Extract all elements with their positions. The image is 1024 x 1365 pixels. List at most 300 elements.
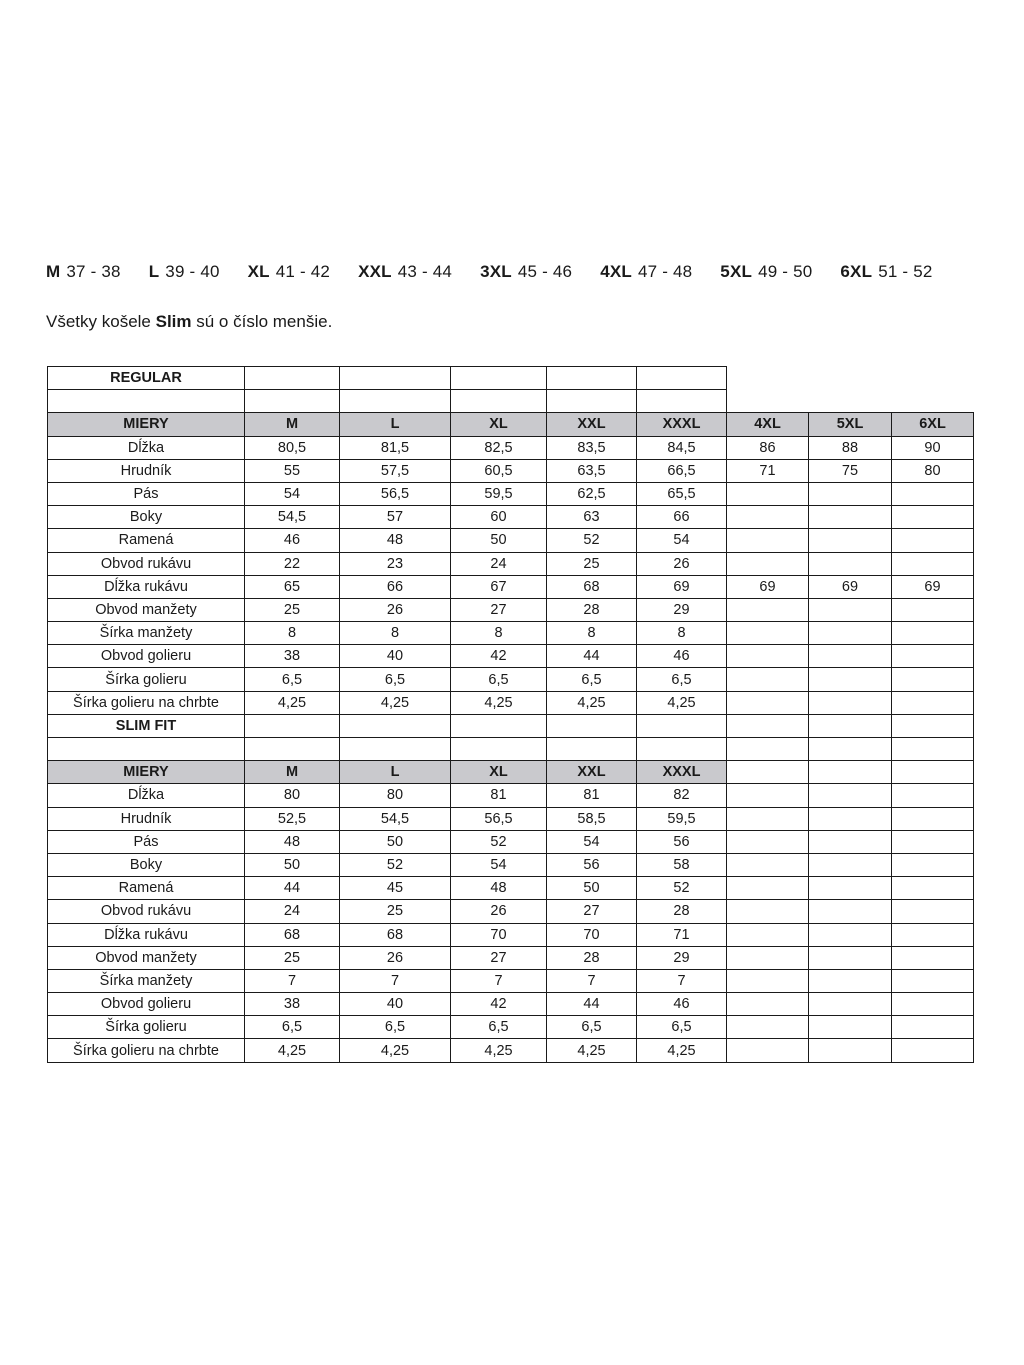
row-label: Obvod golieru xyxy=(48,645,245,668)
note-text-after: sú o číslo menšie. xyxy=(191,312,333,331)
table-cell: 26 xyxy=(637,552,727,575)
table-cell: M xyxy=(245,413,340,436)
table-cell xyxy=(809,367,892,390)
empty-row xyxy=(48,390,974,413)
row-label: REGULAR xyxy=(48,367,245,390)
table-cell: 56,5 xyxy=(451,807,547,830)
table-cell xyxy=(809,1039,892,1062)
table-cell: 81 xyxy=(451,784,547,807)
table-cell xyxy=(892,552,974,575)
table-row xyxy=(48,506,974,529)
table-cell: 26 xyxy=(340,598,451,621)
row-label: Boky xyxy=(48,853,245,876)
table-cell: 60 xyxy=(451,506,547,529)
size-code: 3XL xyxy=(480,262,512,281)
table-row xyxy=(48,993,974,1016)
table-cell: 29 xyxy=(637,598,727,621)
table-cell: 54 xyxy=(547,830,637,853)
table-cell xyxy=(809,900,892,923)
table-row xyxy=(48,436,974,459)
table-cell: 86 xyxy=(727,436,809,459)
table-cell xyxy=(892,529,974,552)
table-row xyxy=(48,946,974,969)
table-cell: 8 xyxy=(451,622,547,645)
table-cell: 22 xyxy=(245,552,340,575)
size-item xyxy=(600,262,692,282)
table-cell: 63 xyxy=(547,506,637,529)
table-cell xyxy=(809,738,892,761)
table-cell: 58,5 xyxy=(547,807,637,830)
table-cell: 56 xyxy=(547,853,637,876)
table-cell: 75 xyxy=(809,459,892,482)
row-label: Pás xyxy=(48,830,245,853)
table-cell: 50 xyxy=(245,853,340,876)
table-cell: L xyxy=(340,413,451,436)
table-cell: 25 xyxy=(245,598,340,621)
table-cell xyxy=(892,622,974,645)
table-cell: XXXL xyxy=(637,761,727,784)
table-cell xyxy=(892,761,974,784)
empty-row xyxy=(48,738,974,761)
table-row xyxy=(48,807,974,830)
slim-note xyxy=(46,312,332,332)
collar-range: 43 - 44 xyxy=(397,262,453,281)
row-label: SLIM FIT xyxy=(48,714,245,737)
table-cell: 62,5 xyxy=(547,482,637,505)
row-label: Obvod rukávu xyxy=(48,552,245,575)
table-cell: 81 xyxy=(547,784,637,807)
table-cell xyxy=(547,738,637,761)
table-cell: 6,5 xyxy=(547,1016,637,1039)
table-cell: 55 xyxy=(245,459,340,482)
table-cell xyxy=(245,367,340,390)
table-cell: 6XL xyxy=(892,413,974,436)
table-cell xyxy=(892,668,974,691)
header-row xyxy=(48,413,974,436)
table-cell xyxy=(809,529,892,552)
table-cell xyxy=(809,807,892,830)
table-cell xyxy=(892,691,974,714)
table-cell xyxy=(637,390,727,413)
table-row xyxy=(48,784,974,807)
table-cell: 44 xyxy=(245,877,340,900)
size-code: 4XL xyxy=(600,262,632,281)
table-cell: 7 xyxy=(340,969,451,992)
table-cell: 4,25 xyxy=(547,1039,637,1062)
table-cell xyxy=(892,714,974,737)
table-row xyxy=(48,1016,974,1039)
table-cell xyxy=(451,367,547,390)
section-title-row xyxy=(48,367,974,390)
table-cell: 6,5 xyxy=(245,668,340,691)
size-code: L xyxy=(148,262,160,281)
table-cell xyxy=(727,622,809,645)
table-cell: 4XL xyxy=(727,413,809,436)
table-cell xyxy=(809,622,892,645)
table-cell xyxy=(727,807,809,830)
table-cell: 27 xyxy=(547,900,637,923)
table-cell: 40 xyxy=(340,993,451,1016)
table-cell: 4,25 xyxy=(245,1039,340,1062)
table-cell: 69 xyxy=(727,575,809,598)
table-cell: 28 xyxy=(547,598,637,621)
table-cell xyxy=(892,993,974,1016)
table-cell xyxy=(892,784,974,807)
table-row xyxy=(48,1039,974,1062)
table-cell xyxy=(727,1039,809,1062)
table-cell: XL xyxy=(451,761,547,784)
table-cell: 54,5 xyxy=(340,807,451,830)
table-cell: 59,5 xyxy=(451,482,547,505)
table-cell: 71 xyxy=(727,459,809,482)
table-cell xyxy=(451,714,547,737)
table-cell xyxy=(727,946,809,969)
table-cell xyxy=(245,714,340,737)
table-cell xyxy=(809,714,892,737)
table-cell: 70 xyxy=(451,923,547,946)
table-cell: 68 xyxy=(245,923,340,946)
table-cell xyxy=(340,738,451,761)
table-cell xyxy=(892,877,974,900)
table-cell: 46 xyxy=(245,529,340,552)
table-cell: 81,5 xyxy=(340,436,451,459)
table-cell xyxy=(892,1016,974,1039)
table-cell xyxy=(451,738,547,761)
table-cell xyxy=(727,993,809,1016)
table-cell: 7 xyxy=(547,969,637,992)
table-cell xyxy=(727,853,809,876)
table-cell xyxy=(892,853,974,876)
row-label: Dĺžka rukávu xyxy=(48,923,245,946)
table-cell xyxy=(547,367,637,390)
table-cell: 6,5 xyxy=(340,1016,451,1039)
size-code: 5XL xyxy=(720,262,753,281)
table-cell: 66 xyxy=(340,575,451,598)
row-label: Šírka golieru na chrbte xyxy=(48,1039,245,1062)
table-cell: 80,5 xyxy=(245,436,340,459)
table-cell: 27 xyxy=(451,946,547,969)
table-cell: XXL xyxy=(547,761,637,784)
table-cell xyxy=(727,969,809,992)
table-cell xyxy=(727,668,809,691)
table-cell xyxy=(809,877,892,900)
table-cell xyxy=(727,645,809,668)
table-cell: 4,25 xyxy=(451,691,547,714)
table-cell: 6,5 xyxy=(340,668,451,691)
table-cell xyxy=(727,923,809,946)
row-label: Hrudník xyxy=(48,807,245,830)
table-cell: 68 xyxy=(340,923,451,946)
table-row xyxy=(48,482,974,505)
row-label: Obvod rukávu xyxy=(48,900,245,923)
table-cell: 82,5 xyxy=(451,436,547,459)
table-cell: 38 xyxy=(245,993,340,1016)
collar-range: 39 - 40 xyxy=(165,262,220,281)
table-row xyxy=(48,923,974,946)
table-cell: 80 xyxy=(892,459,974,482)
table-cell xyxy=(892,807,974,830)
size-item xyxy=(840,262,932,282)
table-cell xyxy=(727,714,809,737)
row-label: Obvod golieru xyxy=(48,993,245,1016)
collar-range: 37 - 38 xyxy=(66,262,121,281)
table-cell xyxy=(809,691,892,714)
table-cell: 4,25 xyxy=(637,1039,727,1062)
header-row xyxy=(48,761,974,784)
table-cell: 6,5 xyxy=(547,668,637,691)
row-label: Ramená xyxy=(48,529,245,552)
table-cell: 4,25 xyxy=(451,1039,547,1062)
table-cell: 56 xyxy=(637,830,727,853)
table-row xyxy=(48,969,974,992)
table-cell xyxy=(637,714,727,737)
table-cell xyxy=(809,969,892,992)
row-label: Boky xyxy=(48,506,245,529)
table-cell: 54 xyxy=(451,853,547,876)
row-label: Šírka golieru xyxy=(48,668,245,691)
table-cell: 45 xyxy=(340,877,451,900)
table-row xyxy=(48,598,974,621)
table-cell: 63,5 xyxy=(547,459,637,482)
table-cell xyxy=(892,830,974,853)
row-label: Obvod manžety xyxy=(48,598,245,621)
table-cell xyxy=(892,969,974,992)
table-cell: 8 xyxy=(637,622,727,645)
table-cell xyxy=(547,714,637,737)
table-cell xyxy=(809,598,892,621)
row-label: Šírka manžety xyxy=(48,969,245,992)
table-cell: 60,5 xyxy=(451,459,547,482)
section-title-row xyxy=(48,714,974,737)
table-cell xyxy=(892,1039,974,1062)
size-chart-table xyxy=(47,366,974,1063)
table-cell xyxy=(547,390,637,413)
table-cell: 65 xyxy=(245,575,340,598)
table-cell: 56,5 xyxy=(340,482,451,505)
size-code: XL xyxy=(247,262,270,281)
table-cell xyxy=(727,529,809,552)
table-cell: 24 xyxy=(245,900,340,923)
table-row xyxy=(48,529,974,552)
table-cell: 52 xyxy=(340,853,451,876)
table-cell xyxy=(727,1016,809,1039)
table-cell xyxy=(727,830,809,853)
table-cell: 58 xyxy=(637,853,727,876)
table-cell: 80 xyxy=(245,784,340,807)
collar-range: 47 - 48 xyxy=(637,262,693,281)
table-cell: 88 xyxy=(809,436,892,459)
table-cell: 52,5 xyxy=(245,807,340,830)
table-cell xyxy=(727,761,809,784)
table-cell: 83,5 xyxy=(547,436,637,459)
table-cell xyxy=(809,506,892,529)
table-row xyxy=(48,877,974,900)
table-cell: 7 xyxy=(451,969,547,992)
row-label: Dĺžka rukávu xyxy=(48,575,245,598)
table-cell: 26 xyxy=(340,946,451,969)
table-cell xyxy=(809,993,892,1016)
table-cell: 8 xyxy=(245,622,340,645)
table-cell: 48 xyxy=(451,877,547,900)
row-label: MIERY xyxy=(48,761,245,784)
table-cell: 66 xyxy=(637,506,727,529)
table-row xyxy=(48,691,974,714)
table-cell xyxy=(892,946,974,969)
table-cell: 66,5 xyxy=(637,459,727,482)
table-cell: 52 xyxy=(451,830,547,853)
table-cell: 69 xyxy=(892,575,974,598)
collar-range: 45 - 46 xyxy=(517,262,573,281)
table-cell xyxy=(340,714,451,737)
table-cell: 54,5 xyxy=(245,506,340,529)
size-item xyxy=(358,262,452,282)
table-cell: 50 xyxy=(451,529,547,552)
table-row xyxy=(48,830,974,853)
size-code: XXL xyxy=(358,262,392,281)
table-cell xyxy=(892,598,974,621)
table-cell xyxy=(892,506,974,529)
table-cell xyxy=(892,900,974,923)
table-cell: L xyxy=(340,761,451,784)
note-text-before: Všetky košele xyxy=(46,312,156,331)
table-row xyxy=(48,668,974,691)
table-cell: 50 xyxy=(547,877,637,900)
table-cell xyxy=(245,738,340,761)
row-label xyxy=(48,738,245,761)
size-item xyxy=(720,262,812,282)
row-label: Ramená xyxy=(48,877,245,900)
table-row xyxy=(48,645,974,668)
table-cell xyxy=(809,645,892,668)
table-cell: 67 xyxy=(451,575,547,598)
table-cell: 4,25 xyxy=(245,691,340,714)
row-label xyxy=(48,390,245,413)
table-cell: 71 xyxy=(637,923,727,946)
row-label: Šírka manžety xyxy=(48,622,245,645)
table-row xyxy=(48,622,974,645)
size-item xyxy=(248,262,330,282)
table-cell: 57 xyxy=(340,506,451,529)
table-cell: 40 xyxy=(340,645,451,668)
table-cell xyxy=(809,552,892,575)
table-cell: 6,5 xyxy=(637,668,727,691)
table-cell xyxy=(727,877,809,900)
table-cell: 25 xyxy=(547,552,637,575)
table-cell xyxy=(809,668,892,691)
table-cell xyxy=(809,784,892,807)
table-cell xyxy=(809,946,892,969)
table-cell: 69 xyxy=(637,575,727,598)
table-cell: 4,25 xyxy=(637,691,727,714)
table-cell xyxy=(727,552,809,575)
collar-range: 49 - 50 xyxy=(758,262,813,281)
table-cell xyxy=(245,390,340,413)
table-cell xyxy=(637,367,727,390)
table-cell: 57,5 xyxy=(340,459,451,482)
row-label: Pás xyxy=(48,482,245,505)
table-cell: 65,5 xyxy=(637,482,727,505)
table-cell: 84,5 xyxy=(637,436,727,459)
table-cell xyxy=(727,691,809,714)
table-cell: 7 xyxy=(245,969,340,992)
table-cell: 26 xyxy=(451,900,547,923)
table-cell xyxy=(727,738,809,761)
table-cell: XXXL xyxy=(637,413,727,436)
table-cell xyxy=(892,390,974,413)
table-cell: 54 xyxy=(245,482,340,505)
row-label: Dĺžka xyxy=(48,436,245,459)
table-cell: 44 xyxy=(547,993,637,1016)
table-cell: 5XL xyxy=(809,413,892,436)
table-cell: 24 xyxy=(451,552,547,575)
table-cell: 4,25 xyxy=(340,691,451,714)
table-cell: 69 xyxy=(809,575,892,598)
table-cell: 42 xyxy=(451,645,547,668)
table-cell: XL xyxy=(451,413,547,436)
table-cell: 4,25 xyxy=(547,691,637,714)
table-cell: 28 xyxy=(547,946,637,969)
size-item xyxy=(149,262,220,282)
table-cell: 52 xyxy=(547,529,637,552)
size-item xyxy=(46,262,121,282)
table-cell xyxy=(340,367,451,390)
table-cell: 6,5 xyxy=(451,668,547,691)
table-cell: 6,5 xyxy=(637,1016,727,1039)
table-cell: 6,5 xyxy=(451,1016,547,1039)
row-label: Hrudník xyxy=(48,459,245,482)
row-label: MIERY xyxy=(48,413,245,436)
table-cell xyxy=(340,390,451,413)
table-cell: 46 xyxy=(637,993,727,1016)
table-cell xyxy=(892,923,974,946)
table-cell: 42 xyxy=(451,993,547,1016)
table-cell xyxy=(637,738,727,761)
table-cell: 90 xyxy=(892,436,974,459)
row-label: Dĺžka xyxy=(48,784,245,807)
table-cell: 50 xyxy=(340,830,451,853)
table-cell: 54 xyxy=(637,529,727,552)
table-cell xyxy=(809,830,892,853)
table-cell xyxy=(727,900,809,923)
table-cell: 25 xyxy=(340,900,451,923)
table-cell: 4,25 xyxy=(340,1039,451,1062)
table-cell: 48 xyxy=(245,830,340,853)
table-cell xyxy=(892,367,974,390)
table-cell xyxy=(809,1016,892,1039)
table-cell: 80 xyxy=(340,784,451,807)
size-code: 6XL xyxy=(840,262,873,281)
row-label: Šírka golieru na chrbte xyxy=(48,691,245,714)
table-cell xyxy=(809,390,892,413)
table-cell: 25 xyxy=(245,946,340,969)
row-label: Obvod manžety xyxy=(48,946,245,969)
table-cell: 68 xyxy=(547,575,637,598)
size-item xyxy=(480,262,572,282)
table-cell: XXL xyxy=(547,413,637,436)
table-row xyxy=(48,459,974,482)
table-cell xyxy=(892,645,974,668)
table-cell: 7 xyxy=(637,969,727,992)
table-cell xyxy=(892,482,974,505)
table-row xyxy=(48,853,974,876)
table-cell xyxy=(727,367,809,390)
table-cell: 70 xyxy=(547,923,637,946)
table-cell: 6,5 xyxy=(245,1016,340,1039)
table-cell xyxy=(727,598,809,621)
table-cell: 52 xyxy=(637,877,727,900)
collar-range: 51 - 52 xyxy=(878,262,933,281)
table-cell xyxy=(727,506,809,529)
